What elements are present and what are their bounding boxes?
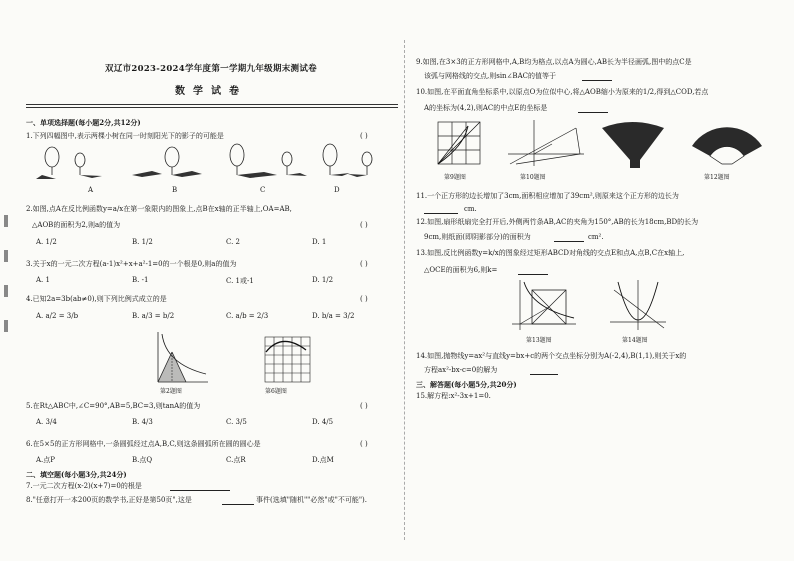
question-15: 15.解方程:x²-3x+1=0. — [416, 392, 491, 400]
q14-answer-blank[interactable] — [530, 366, 558, 375]
question-14-line2: 方程ax²-bx-c=0的解为 — [424, 366, 498, 374]
q6-option-b[interactable]: B.点Q — [132, 456, 153, 464]
subject-title: 数学试卷 — [175, 86, 247, 97]
header-rule — [26, 104, 398, 105]
binding-mark — [4, 250, 8, 262]
answer-paren[interactable]: ( ) — [360, 132, 368, 140]
question-12-line1: 12.如图,扇形纸扇完全打开后,外侧两竹条AB,AC的夹角为150°,AB的长为18cm,BD的长为 — [416, 218, 699, 226]
question-2-line2: △AOB的面积为2,则a的值为 — [32, 221, 121, 229]
question-4: 4.已知2a=3b(ab≠0),则下列比例式成立的是 — [26, 295, 167, 303]
question-12-line2: 9cm,则纸面(即阴影部分)的面积为 — [424, 233, 531, 241]
question-1: 1.下列四幅图中,表示两棵小树在同一时刻阳光下的影子的可能是 — [26, 132, 224, 140]
q1-option-b[interactable]: B — [172, 186, 178, 194]
answer-paren[interactable]: ( ) — [360, 260, 368, 268]
q1-trees-figure — [32, 143, 382, 185]
binding-mark — [4, 285, 8, 297]
tree-set-c — [230, 144, 307, 178]
q2-option-d[interactable]: D. 1 — [312, 238, 327, 246]
question-13-line2: △OCE的面积为6,则k= — [424, 266, 498, 274]
q4-option-b[interactable]: B. a/3 = b/2 — [132, 312, 175, 320]
question-10-line1: 10.如图,在平面直角坐标系中,以原点O为位似中心,将△AOB缩小为原来的1/2,得到△COD,若点 — [416, 88, 709, 96]
q12-answer-blank[interactable] — [554, 233, 584, 242]
question-6: 6.在5×5的正方形网格中,一条圆弧经过点A,B,C,则这条圆弧所在圆的圆心是 — [26, 440, 261, 448]
exam-title: 双辽市2023-2024学年度第一学期九年级期末测试卷 — [105, 64, 317, 74]
q6-option-d[interactable]: D.点M — [312, 456, 334, 464]
q5-option-c[interactable]: C. 3/5 — [226, 418, 247, 426]
q10-coordinate-figure — [506, 118, 586, 168]
question-3: 3.关于x的一元二次方程(a-1)x²+x+a²-1=0的一个根是0,则a的值为 — [26, 260, 237, 268]
q11-answer-blank[interactable] — [424, 205, 458, 214]
answer-paren[interactable]: ( ) — [360, 402, 368, 410]
q9-grid-figure — [434, 118, 486, 168]
q3-option-b[interactable]: B. -1 — [132, 276, 149, 284]
q4-option-d[interactable]: D. b/a = 3/2 — [312, 312, 355, 320]
section-heading: 二、填空题(每小题3分,共24分) — [26, 470, 127, 479]
q2-option-c[interactable]: C. 2 — [226, 238, 241, 246]
header-rule — [26, 107, 398, 108]
binding-mark — [4, 320, 8, 332]
question-11-unit: cm. — [464, 205, 477, 213]
right-column — [412, 0, 784, 561]
q3-option-d[interactable]: D. 1/2 — [312, 276, 334, 284]
q8-answer-blank[interactable] — [222, 496, 254, 505]
q3-option-a[interactable]: A. 1 — [36, 276, 50, 284]
q3-option-c[interactable]: C. 1或-1 — [226, 277, 254, 285]
question-5: 5.在Rt△ABC中,∠C=90°,AB=5,BC=3,则tanA的值为 — [26, 402, 201, 410]
q6-option-a[interactable]: A.点P — [36, 456, 55, 464]
question-2-line1: 2.如图,点A在反比例函数y=a/x在第一象限内的图象上,点B在x轴的正半轴上,OA=AB, — [26, 205, 292, 213]
section-heading: 一、单项选择题(每小题2分,共12分) — [26, 118, 141, 127]
question-13-line1: 13.如图,反比例函数y=k/x的图象经过矩形ABCD对角线的交点E和点A,点B,C在x轴上, — [416, 249, 685, 257]
q4-option-a[interactable]: A. a/2 = 3/b — [36, 312, 79, 320]
question-8: 8."任意打开一本200页的数学书,正好是第50页",这是 — [26, 496, 192, 504]
q6-grid-figure — [260, 334, 320, 386]
answer-paren[interactable]: ( ) — [360, 440, 368, 448]
question-9-line2: 该弧与网格线的交点,则sin∠BAC的值等于 — [424, 72, 556, 80]
binding-mark — [4, 215, 8, 227]
question-9-line1: 9.如图,在3×3的正方形网格中,A,B均为格点,以点A为圆心,AB长为半径画弧,图中的点C是 — [416, 58, 692, 66]
figure-caption: 第9题图 — [444, 174, 466, 181]
answer-paren[interactable]: ( ) — [360, 221, 368, 229]
answer-paren[interactable]: ( ) — [360, 295, 368, 303]
tree-set-d — [323, 144, 372, 177]
q2-option-b[interactable]: B. 1/2 — [132, 238, 153, 246]
figure-caption: 第13题图 — [526, 337, 552, 344]
q1-option-a[interactable]: A — [88, 186, 94, 194]
q14-figure — [608, 278, 668, 332]
q6-option-c[interactable]: C.点R — [226, 456, 246, 464]
q13-answer-blank[interactable] — [518, 266, 548, 275]
q7-answer-blank[interactable] — [170, 482, 230, 491]
question-10-line2: A的坐标为(4,2),则AC的中点E的坐标是 — [424, 104, 548, 112]
q2-option-a[interactable]: A. 1/2 — [36, 238, 57, 246]
figure-caption: 第10题图 — [520, 174, 546, 181]
q5-option-b[interactable]: B. 4/3 — [132, 418, 153, 426]
figure-caption: 第6题图 — [265, 388, 287, 395]
question-14-line1: 14.如图,抛物线y=ax²与直线y=bx+c的两个交点坐标分别为A(-2,4),B(1,1),则关于x的 — [416, 352, 687, 360]
q10-answer-blank[interactable] — [578, 104, 608, 113]
section-heading: 三、解答题(每小题5分,共20分) — [416, 380, 517, 389]
q12-fan-figure — [592, 118, 772, 170]
figure-caption: 第2题图 — [160, 388, 182, 395]
question-8-tail: 事件(选填"随机""必然"或"不可能"). — [256, 496, 368, 504]
figure-caption: 第12题图 — [704, 174, 730, 181]
q4-option-c[interactable]: C. a/b = 2/3 — [226, 312, 269, 320]
q9-answer-blank[interactable] — [582, 72, 612, 81]
question-11-line1: 11.一个正方形的边长增加了3cm,面积相应增加了39cm²,则原来这个正方形的边长为 — [416, 192, 679, 200]
tree-set-a — [36, 147, 102, 179]
q2-figure — [150, 330, 210, 388]
left-column — [22, 0, 400, 561]
q5-option-a[interactable]: A. 3/4 — [36, 418, 57, 426]
q1-option-c[interactable]: C — [260, 186, 266, 194]
tree-set-b — [132, 147, 202, 177]
q13-figure — [510, 278, 578, 332]
figure-caption: 第14题图 — [622, 337, 648, 344]
question-7: 7.一元二次方程(x-2)(x+7)=0的根是 — [26, 482, 142, 490]
q1-option-d[interactable]: D — [334, 186, 340, 194]
column-divider — [404, 40, 405, 540]
q5-option-d[interactable]: D. 4/5 — [312, 418, 334, 426]
question-12-unit: cm². — [588, 233, 604, 241]
